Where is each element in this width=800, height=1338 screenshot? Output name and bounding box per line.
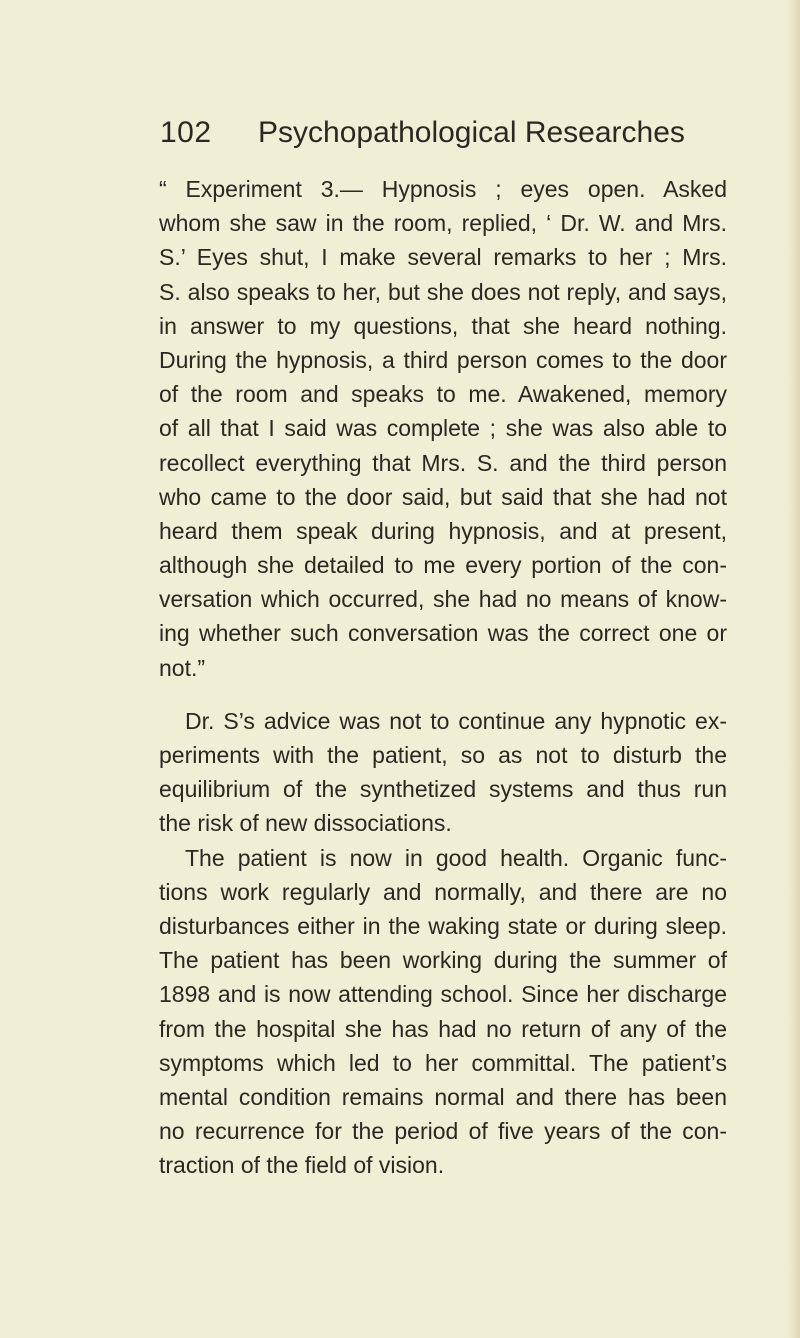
text-line: Dr. S’s advice was not to continue any hypnotic ex- [185,707,727,734]
text-line: symptoms which led to her committal. The patient’s [159,1049,727,1076]
text-line: tions work regularly and normally, and there are no [159,878,727,905]
text-line: who came to the door said, but said that she had not [159,483,727,510]
text-line: in answer to my questions, that she heard nothing. [159,312,727,339]
paragraph-advice [159,704,727,841]
text-line: mental condition remains normal and there has been [159,1083,727,1110]
text-line: although she detailed to me every portion of the con- [159,552,727,579]
text-line: recollect everything that Mrs. S. and the third person [159,449,727,476]
text-line: traction of the field of vision. [159,1152,445,1179]
page-header [160,114,720,158]
text-line: of the room and speaks to me. Awakened, memory [159,381,727,408]
paragraph-health [159,841,727,1183]
text-line: “ Experiment 3.— Hypnosis ; eyes open. Asked [159,176,727,202]
text-line: The patient is now in good health. Organic func- [185,844,727,871]
body-text [159,172,727,1182]
text-line: 1898 and is now attending school. Since her discharge [159,981,727,1008]
text-line: from the hospital she has had no return of any of the [159,1015,727,1042]
text-line: not.” [159,654,206,681]
text-line: the risk of new dissociations. [159,810,452,837]
text-line: whom she saw in the room, replied, ‘ Dr. W. and Mrs. [159,210,727,237]
text-line: S. also speaks to her, but she does not reply, and says, [159,278,727,305]
text-line: heard them speak during hypnosis, and at present, [159,517,727,544]
text-line: disturbances either in the waking state or during sleep. [159,912,727,939]
text-line: ing whether such conversation was the correct one or [159,620,727,647]
text-line: The patient has been working during the summer of [159,947,727,974]
text-line: equilibrium of the synthetized systems and thus run [159,776,727,803]
text-line: S.’ Eyes shut, I make several remarks to her ; Mrs. [159,244,727,271]
text-line: versation which occurred, she had no means of know- [159,586,727,613]
page-number: 102 [160,116,212,149]
running-head: Psychopathological Researches [258,116,685,149]
text-line: of all that I said was complete ; she was also able to [159,415,727,442]
text-line: no recurrence for the period of five years of the con- [159,1118,727,1145]
text-line: periments with the patient, so as not to disturb the [159,742,727,768]
text-line: During the hypnosis, a third person comes to the door [159,346,727,373]
paragraph-experiment-3 [159,172,727,685]
page-edge-shadow [786,0,800,1338]
